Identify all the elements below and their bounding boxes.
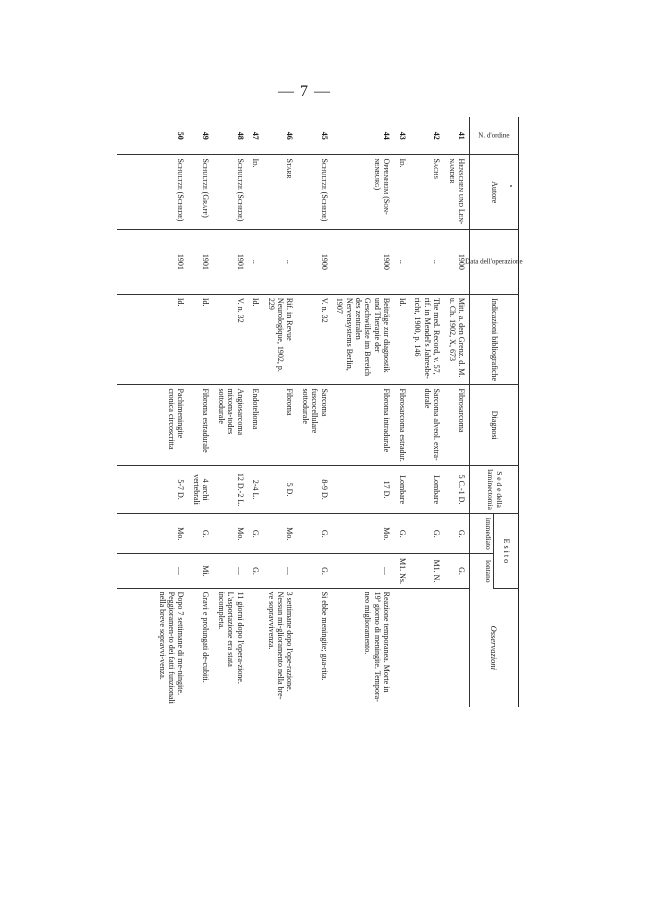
- row-diagnosi: Pachimeningite cronica circoscritta: [117, 385, 188, 466]
- row-autore: Schultze (Schede): [117, 155, 188, 230]
- row-esito-immediato: G.: [189, 514, 214, 554]
- row-data: 1901: [117, 229, 188, 294]
- row-diagnosi: Sarcoma fuscocellulare sottodurale: [297, 385, 331, 466]
- row-diagnosi: Fibroma: [263, 385, 297, 466]
- row-esito-lontano: M1. N.: [410, 554, 444, 588]
- row-esito-immediato: G.: [394, 514, 409, 554]
- row-autore: Id.: [248, 155, 263, 230]
- table-row: [263, 117, 297, 707]
- row-data: ..: [410, 229, 444, 294]
- row-autore: Oppenheim (Son-nenburg): [332, 155, 395, 230]
- row-number: 49: [189, 117, 214, 155]
- header-esito: E s i t o: [493, 514, 518, 588]
- row-number: 48: [213, 117, 247, 155]
- rotated-table-container: [157, 117, 523, 707]
- row-osservazioni: [410, 588, 444, 707]
- table-row: [189, 117, 214, 707]
- row-diagnosi: Endotelioma: [248, 385, 263, 466]
- header-osservazioni: Osservazioni: [470, 588, 519, 707]
- row-autore: Id.: [394, 155, 409, 230]
- row-indicazioni: V. n. 32: [297, 294, 331, 385]
- row-diagnosi: Fibrosarcoma estradur.: [394, 385, 409, 466]
- table-row: [117, 117, 188, 707]
- row-indicazioni: Mitt. a. den Grenz. d. M. u. Ch. 1902, X, 673: [444, 294, 469, 385]
- row-esito-lontano: ....: [263, 554, 297, 588]
- row-osservazioni: [394, 588, 409, 707]
- page-number: — 7 —: [278, 83, 331, 100]
- row-indicazioni: Id.: [394, 294, 409, 385]
- row-data: 1900: [297, 229, 331, 294]
- row-data: ..: [248, 229, 263, 294]
- row-sede: 5 D.: [263, 465, 297, 513]
- row-esito-immediato: Mo.: [213, 514, 247, 554]
- row-sede: 8-9 D.: [297, 465, 331, 513]
- row-data: 1900: [444, 229, 469, 294]
- row-number: 41: [444, 117, 469, 155]
- row-osservazioni: Gravi e prolungati de-cubiti.: [201, 591, 211, 683]
- row-osservazioni: [248, 588, 263, 707]
- row-autore: Starr: [263, 155, 297, 230]
- row-sede: 12 D.-2 L.: [213, 465, 247, 513]
- table-row: [332, 117, 395, 707]
- row-data: ..: [263, 229, 297, 294]
- row-osservazioni: Reazione temporanea. Morte in 19ª giorno di meningite. Tempora-neo miglioramento.: [363, 591, 392, 702]
- row-autore: Henschen und Len-nander: [444, 155, 469, 230]
- row-esito-lontano: G.: [248, 554, 263, 588]
- row-indicazioni: The med. Record, v. 57, rif. in Mendel's Jahresbe-richt, 1900, p. 146: [410, 294, 444, 385]
- row-esito-immediato: G.: [297, 514, 331, 554]
- row-autore: Sachs: [410, 155, 444, 230]
- row-diagnosi: Angiosarcoma mixoma-todes sottodurale: [213, 385, 247, 466]
- row-esito-lontano: M1. Ns.: [394, 554, 409, 588]
- row-indicazioni: V. n. 32: [213, 294, 247, 385]
- row-number: 50: [117, 117, 188, 155]
- row-esito-immediato: G.: [248, 514, 263, 554]
- row-esito-immediato: Mo.: [117, 514, 188, 554]
- row-indicazioni: Id.: [248, 294, 263, 385]
- row-autore: Schultze (Schede): [213, 155, 247, 230]
- row-esito-immediato: Mo.: [332, 514, 395, 554]
- row-number: 45: [297, 117, 331, 155]
- row-diagnosi: Fibrosarcoma: [444, 385, 469, 466]
- header-immediato: immediato: [470, 514, 494, 554]
- row-number: 47: [248, 117, 263, 155]
- table-row: [394, 117, 409, 707]
- row-sede: Lombare: [394, 465, 409, 513]
- table-row: [248, 117, 263, 707]
- header-sede: S e d e della laminectomia: [470, 465, 519, 513]
- row-osservazioni: 11 giorni dopo l'opera-zione. L'asportazione era stata incompleta.: [216, 591, 245, 684]
- row-osservazioni: Dopo 7 settimane di me-ningite. Peggioramen-to dei fatti funzionali nella breve sopravvi-venza.: [157, 591, 186, 704]
- table-row: [213, 117, 247, 707]
- table-row: [410, 117, 444, 707]
- row-esito-immediato: Mo.: [263, 514, 297, 554]
- row-indicazioni: Id.: [117, 294, 188, 385]
- row-indicazioni: Beiträge zur diagnostik und Therapie der Geschwülste im Bereich des zentralen Nervensystems Berlin, 1907: [332, 294, 395, 385]
- row-number: 42: [410, 117, 444, 155]
- header-lontano: lontano: [470, 554, 494, 588]
- row-number: 44: [332, 117, 395, 155]
- row-diagnosi: Fibroma estradurale: [189, 385, 214, 466]
- row-indicazioni: Id.: [189, 294, 214, 385]
- row-data: 1900: [332, 229, 395, 294]
- row-sede: 4 archi vertebrali: [189, 465, 214, 513]
- row-esito-lontano: ....: [213, 554, 247, 588]
- row-esito-lontano: Mi.: [189, 554, 214, 588]
- row-number: 46: [263, 117, 297, 155]
- table-row: [297, 117, 331, 707]
- row-esito-lontano: ....: [332, 554, 395, 588]
- row-sede: 2-4 L.: [248, 465, 263, 513]
- row-esito-lontano: G.: [444, 554, 469, 588]
- table-row: [444, 117, 469, 707]
- scan-speck: [510, 185, 512, 187]
- row-osservazioni: [444, 588, 469, 707]
- row-data: ..: [394, 229, 409, 294]
- row-autore: Schultze (Graff): [189, 155, 214, 230]
- row-osservazioni: 3 settimane dopo l'ope-razione. Nessun mi-glioramento nella bre-ve sopravvivenza.: [266, 591, 295, 700]
- row-sede: 5 C.-1 D.: [444, 465, 469, 513]
- row-diagnosi: Sarcoma alveol. extra-durale: [410, 385, 444, 466]
- header-autore: Autore: [470, 155, 519, 230]
- row-esito-immediato: G.: [444, 514, 469, 554]
- row-diagnosi: Fibroma intradurale: [332, 385, 395, 466]
- row-sede: 17 D.: [332, 465, 395, 513]
- row-osservazioni: Si ebbe meningite; gua-rita.: [319, 591, 329, 681]
- row-sede: 5-7 D.: [117, 465, 188, 513]
- row-autore: Schultze (Schede): [297, 155, 331, 230]
- row-esito-lontano: G.: [297, 554, 331, 588]
- row-data: 1901: [213, 229, 247, 294]
- row-sede: Lombare: [410, 465, 444, 513]
- row-esito-immediato: G.: [410, 514, 444, 554]
- row-indicazioni: Rif. in Revue Neurologique, 1902, p. 229: [263, 294, 297, 385]
- header-indicazioni: Indicazioni bibliografiche: [470, 294, 519, 385]
- header-diagnosi: Diagnosi: [470, 385, 519, 466]
- row-data: 1901: [189, 229, 214, 294]
- header-data: Data dell'operazione: [470, 229, 519, 294]
- laminectomy-cases-table: [117, 117, 523, 707]
- row-number: 43: [394, 117, 409, 155]
- header-n-ordine: N. d'ordine: [470, 117, 519, 155]
- row-esito-lontano: ....: [117, 554, 188, 588]
